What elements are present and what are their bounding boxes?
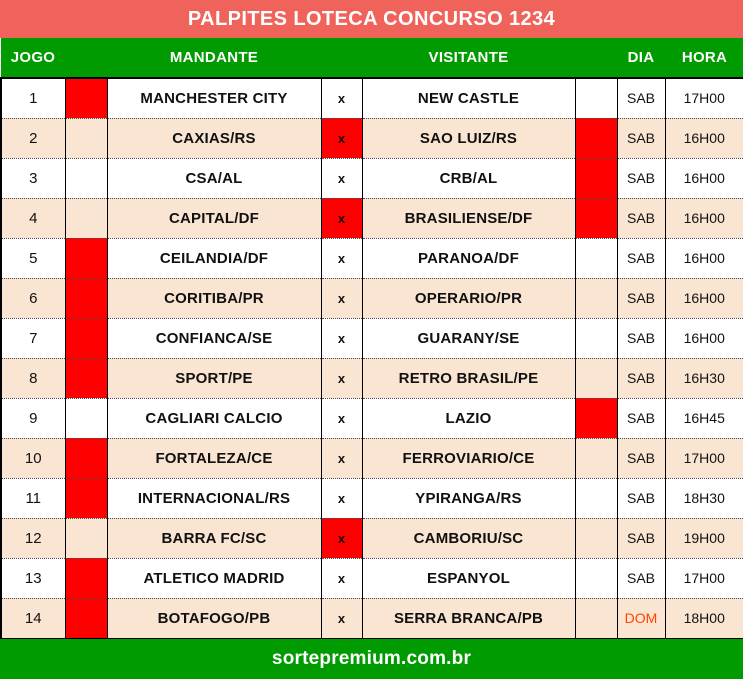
pick-marker-mandante xyxy=(65,318,107,358)
table-row xyxy=(1,518,743,558)
cell-mandante: FORTALEZA/CE xyxy=(107,438,321,478)
cell-visitante: RETRO BRASIL/PE xyxy=(362,358,575,398)
cell-visitante: SERRA BRANCA/PB xyxy=(362,598,575,638)
pick-marker-visitante xyxy=(575,238,617,278)
pick-marker-mandante xyxy=(65,478,107,518)
pick-marker-visitante xyxy=(575,598,617,638)
cell-mandante: CAGLIARI CALCIO xyxy=(107,398,321,438)
cell-visitante: SAO LUIZ/RS xyxy=(362,118,575,158)
table-body xyxy=(1,78,743,638)
table-row xyxy=(1,558,743,598)
table-row xyxy=(1,278,743,318)
table-row xyxy=(1,238,743,278)
cell-versus: x xyxy=(321,438,362,478)
cell-visitante: YPIRANGA/RS xyxy=(362,478,575,518)
cell-jogo: 4 xyxy=(1,198,65,238)
cell-versus: x xyxy=(321,158,362,198)
cell-visitante: NEW CASTLE xyxy=(362,78,575,118)
cell-visitante: FERROVIARIO/CE xyxy=(362,438,575,478)
table-row xyxy=(1,438,743,478)
cell-visitante: CAMBORIU/SC xyxy=(362,518,575,558)
pick-marker-visitante xyxy=(575,518,617,558)
pick-marker-visitante xyxy=(575,78,617,118)
cell-versus: x xyxy=(321,558,362,598)
pick-marker-visitante xyxy=(575,118,617,158)
cell-jogo: 5 xyxy=(1,238,65,278)
table-row xyxy=(1,478,743,518)
cell-jogo: 3 xyxy=(1,158,65,198)
table-row xyxy=(1,118,743,158)
cell-mandante: CONFIANCA/SE xyxy=(107,318,321,358)
cell-versus: x xyxy=(321,518,362,558)
cell-versus: x xyxy=(321,358,362,398)
column-header-visitante-marker xyxy=(575,38,617,78)
cell-dia: SAB xyxy=(617,158,665,198)
cell-hora: 16H00 xyxy=(665,238,743,278)
cell-hora: 16H00 xyxy=(665,158,743,198)
cell-versus: x xyxy=(321,78,362,118)
pick-marker-visitante xyxy=(575,398,617,438)
cell-dia: SAB xyxy=(617,118,665,158)
cell-visitante: OPERARIO/PR xyxy=(362,278,575,318)
cell-mandante: CAPITAL/DF xyxy=(107,198,321,238)
cell-visitante: GUARANY/SE xyxy=(362,318,575,358)
cell-jogo: 2 xyxy=(1,118,65,158)
pick-marker-mandante xyxy=(65,358,107,398)
cell-mandante: CEILANDIA/DF xyxy=(107,238,321,278)
cell-jogo: 12 xyxy=(1,518,65,558)
cell-visitante: ESPANYOL xyxy=(362,558,575,598)
pick-marker-mandante xyxy=(65,78,107,118)
cell-hora: 16H00 xyxy=(665,278,743,318)
cell-dia: SAB xyxy=(617,278,665,318)
pick-marker-mandante xyxy=(65,558,107,598)
pick-marker-visitante xyxy=(575,438,617,478)
cell-hora: 18H30 xyxy=(665,478,743,518)
cell-jogo: 13 xyxy=(1,558,65,598)
pick-marker-visitante xyxy=(575,358,617,398)
pick-marker-mandante xyxy=(65,198,107,238)
cell-jogo: 14 xyxy=(1,598,65,638)
pick-marker-visitante xyxy=(575,558,617,598)
cell-dia: SAB xyxy=(617,238,665,278)
pick-marker-visitante xyxy=(575,198,617,238)
column-header-mandante-marker xyxy=(65,38,107,78)
pick-marker-visitante xyxy=(575,278,617,318)
table-row xyxy=(1,358,743,398)
cell-hora: 19H00 xyxy=(665,518,743,558)
cell-dia: DOM xyxy=(617,598,665,638)
cell-versus: x xyxy=(321,478,362,518)
cell-hora: 16H00 xyxy=(665,318,743,358)
page-title: PALPITES LOTECA CONCURSO 1234 xyxy=(0,0,743,38)
table-header xyxy=(1,38,743,78)
cell-hora: 16H30 xyxy=(665,358,743,398)
cell-mandante: BARRA FC/SC xyxy=(107,518,321,558)
table-row xyxy=(1,598,743,638)
cell-versus: x xyxy=(321,278,362,318)
cell-visitante: PARANOA/DF xyxy=(362,238,575,278)
cell-visitante: LAZIO xyxy=(362,398,575,438)
cell-dia: SAB xyxy=(617,78,665,118)
cell-mandante: ATLETICO MADRID xyxy=(107,558,321,598)
pick-marker-mandante xyxy=(65,118,107,158)
cell-mandante: BOTAFOGO/PB xyxy=(107,598,321,638)
cell-jogo: 1 xyxy=(1,78,65,118)
pick-marker-visitante xyxy=(575,158,617,198)
cell-visitante: BRASILIENSE/DF xyxy=(362,198,575,238)
cell-mandante: INTERNACIONAL/RS xyxy=(107,478,321,518)
cell-dia: SAB xyxy=(617,398,665,438)
cell-versus: x xyxy=(321,198,362,238)
column-header-hora: HORA xyxy=(665,38,743,78)
cell-versus: x xyxy=(321,598,362,638)
column-header-visitante: VISITANTE xyxy=(362,38,575,78)
palpites-table xyxy=(0,38,743,639)
cell-mandante: CSA/AL xyxy=(107,158,321,198)
pick-marker-mandante xyxy=(65,598,107,638)
cell-dia: SAB xyxy=(617,358,665,398)
pick-marker-mandante xyxy=(65,438,107,478)
pick-marker-mandante xyxy=(65,518,107,558)
table-row xyxy=(1,158,743,198)
cell-dia: SAB xyxy=(617,558,665,598)
site-footer: sortepremium.com.br xyxy=(0,639,743,679)
cell-dia: SAB xyxy=(617,518,665,558)
pick-marker-mandante xyxy=(65,238,107,278)
column-header-jogo: JOGO xyxy=(1,38,65,78)
cell-jogo: 9 xyxy=(1,398,65,438)
table-row xyxy=(1,78,743,118)
cell-hora: 16H00 xyxy=(665,198,743,238)
cell-mandante: CAXIAS/RS xyxy=(107,118,321,158)
cell-dia: SAB xyxy=(617,478,665,518)
pick-marker-mandante xyxy=(65,158,107,198)
column-header-x xyxy=(321,38,362,78)
cell-hora: 18H00 xyxy=(665,598,743,638)
table-row xyxy=(1,198,743,238)
cell-versus: x xyxy=(321,118,362,158)
cell-versus: x xyxy=(321,398,362,438)
column-header-dia: DIA xyxy=(617,38,665,78)
cell-dia: SAB xyxy=(617,198,665,238)
cell-hora: 17H00 xyxy=(665,438,743,478)
cell-mandante: MANCHESTER CITY xyxy=(107,78,321,118)
cell-visitante: CRB/AL xyxy=(362,158,575,198)
cell-dia: SAB xyxy=(617,438,665,478)
cell-mandante: SPORT/PE xyxy=(107,358,321,398)
pick-marker-visitante xyxy=(575,318,617,358)
cell-versus: x xyxy=(321,318,362,358)
cell-hora: 16H45 xyxy=(665,398,743,438)
cell-hora: 17H00 xyxy=(665,78,743,118)
column-header-mandante: MANDANTE xyxy=(107,38,321,78)
cell-hora: 17H00 xyxy=(665,558,743,598)
cell-mandante: CORITIBA/PR xyxy=(107,278,321,318)
cell-jogo: 10 xyxy=(1,438,65,478)
table-row xyxy=(1,318,743,358)
pick-marker-mandante xyxy=(65,278,107,318)
cell-jogo: 6 xyxy=(1,278,65,318)
cell-dia: SAB xyxy=(617,318,665,358)
pick-marker-mandante xyxy=(65,398,107,438)
cell-jogo: 11 xyxy=(1,478,65,518)
pick-marker-visitante xyxy=(575,478,617,518)
table-row xyxy=(1,398,743,438)
cell-versus: x xyxy=(321,238,362,278)
cell-hora: 16H00 xyxy=(665,118,743,158)
cell-jogo: 7 xyxy=(1,318,65,358)
cell-jogo: 8 xyxy=(1,358,65,398)
